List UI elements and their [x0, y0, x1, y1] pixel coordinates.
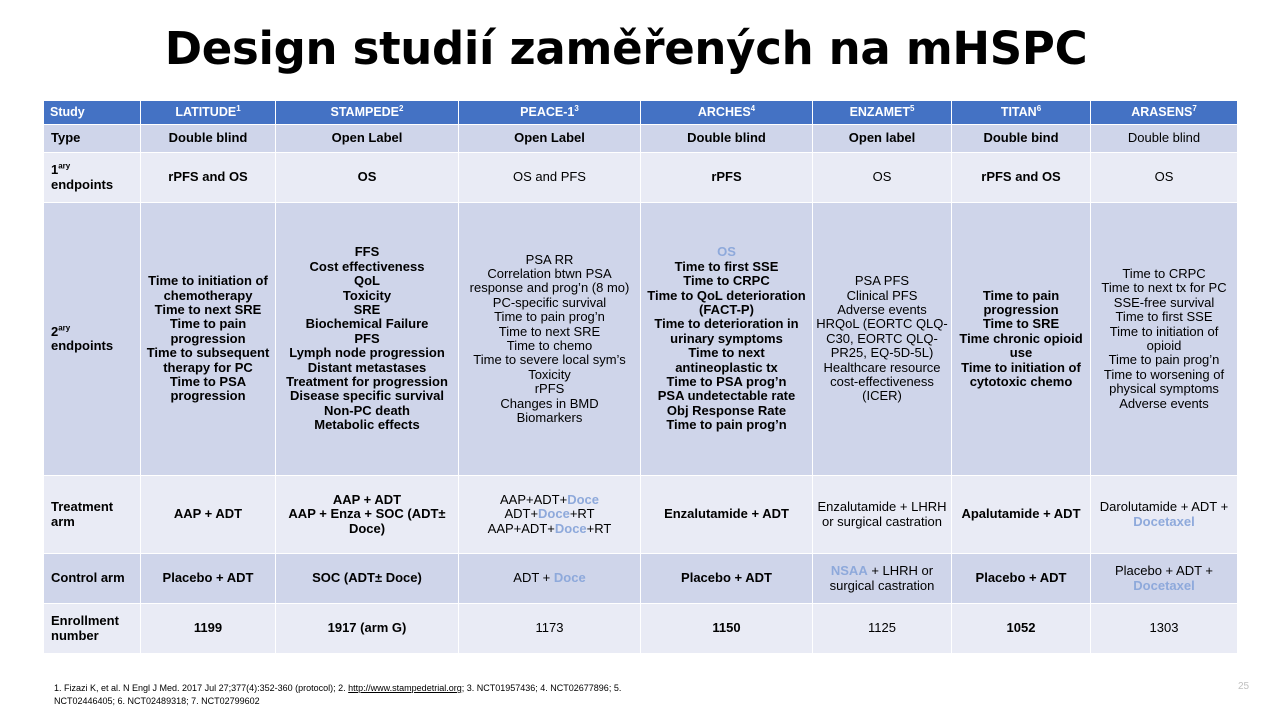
list-item: Non-PC death — [324, 402, 410, 418]
cell-enrollment-arches: 1150 — [641, 604, 813, 654]
cell-enrollment-enzamet: 1125 — [813, 604, 952, 654]
list-item: Time to SRE — [982, 316, 1060, 332]
cell-enrollment-stampede: 1917 (arm G) — [276, 604, 459, 654]
list-item: Adverse events — [837, 301, 927, 317]
cell-enrollment-peace1: 1173 — [459, 604, 641, 654]
list-item: Time to worsening of physical symptoms — [1103, 366, 1225, 397]
list-item: Time to next tx for PC — [1101, 280, 1227, 296]
list-item: Time to pain progression — [169, 316, 247, 346]
list-item: Time chronic opioid use — [959, 330, 1083, 361]
cell-enrollment-arasens: 1303 — [1091, 604, 1238, 654]
list-item: Biochemical Failure — [305, 316, 429, 332]
enrollment-row — [44, 604, 1238, 654]
cell-control-peace1: ADT + Doce — [459, 554, 641, 604]
list-item: Toxicity — [528, 366, 571, 382]
cell-secondary-peace1 — [459, 203, 641, 476]
row-label-secondary: $2^{ary}$ endpoints — [44, 203, 141, 476]
cell-type-arasens: Double blind — [1091, 125, 1238, 153]
list-item: Time to next antineoplastic tx — [675, 345, 778, 375]
list-item: Lymph node progression — [289, 345, 445, 361]
treatment-arm-row — [44, 476, 1238, 554]
list-item: Obj Response Rate — [666, 402, 787, 418]
cell-enrollment-titan: 1052 — [952, 604, 1091, 654]
cell-control-titan: Placebo + ADT — [952, 554, 1091, 604]
list-item: Time to CRPC — [1122, 265, 1206, 281]
list-item: Time to severe local sym’s — [473, 352, 626, 368]
list-item: rPFS — [534, 381, 565, 397]
list-item: Adverse events — [1119, 395, 1209, 411]
list-item: SSE-free survival — [1113, 294, 1215, 310]
cell-type-titan: Double bind — [952, 125, 1091, 153]
header-study: Study — [44, 101, 141, 125]
header-stampede: STAMPEDE$^2$ — [276, 101, 459, 125]
list-item: Time to PSA prog’n — [666, 374, 787, 390]
cell-type-arches: Double blind — [641, 125, 813, 153]
list-item: Time to pain prog’n — [494, 309, 605, 325]
list-item: Biomarkers — [516, 410, 583, 426]
cell-secondary-enzamet — [813, 203, 952, 476]
cell-treatment-enzamet: Enzalutamide + LHRH or surgical castration — [813, 476, 952, 554]
study-design-table — [43, 100, 1238, 654]
cell-treatment-arches: Enzalutamide + ADT — [641, 476, 813, 554]
cell-primary-arches: rPFS — [641, 153, 813, 203]
header-titan: TITAN$^6$ — [952, 101, 1091, 125]
cell-primary-stampede: OS — [276, 153, 459, 203]
cell-control-stampede: SOC (ADT± Doce) — [276, 554, 459, 604]
list-item: PSA RR — [525, 251, 574, 267]
row-label-enrollment: Enrollment number — [44, 604, 141, 654]
cell-type-latitude: Double blind — [141, 125, 276, 153]
cell-treatment-stampede: AAP + ADT AAP + Enza + SOC (ADT± Doce) — [276, 476, 459, 554]
list-item: Disease specific survival — [290, 388, 444, 404]
list-item: Time to subsequent therapy for PC — [146, 345, 270, 375]
list-item: Time to first SSE — [674, 258, 779, 274]
list-item: Cost effectiveness — [309, 258, 425, 274]
list-item: Time to PSA progression — [169, 374, 247, 404]
list-item: PSA PFS — [854, 273, 910, 289]
list-item: Correlation btwn PSA response and prog’n (8 mo) — [469, 265, 630, 296]
slide-title: Design studií zaměřených na mHSPC — [164, 22, 1088, 75]
list-item: Time to deterioration in urinary symptoms — [654, 316, 799, 346]
list-item: Time to next SRE — [154, 301, 262, 317]
primary-endpoints-row — [44, 153, 1238, 203]
cell-type-peace1: Open Label — [459, 125, 641, 153]
control-arm-row — [44, 554, 1238, 604]
list-item: PC-specific survival — [492, 294, 607, 310]
cell-control-arasens: Placebo + ADT + Docetaxel — [1091, 554, 1238, 604]
header-latitude: LATITUDE$^1$ — [141, 101, 276, 125]
type-row — [44, 125, 1238, 153]
list-item: PSA undetectable rate — [657, 388, 796, 404]
row-label-primary: $1^{ary}$ endpoints — [44, 153, 141, 203]
list-item: Toxicity — [342, 287, 392, 303]
header-arasens: ARASENS$^7$ — [1091, 101, 1238, 125]
cell-secondary-titan — [952, 203, 1091, 476]
list-item: Changes in BMD — [500, 395, 599, 411]
list-item: Time to first SSE — [1115, 309, 1213, 325]
cell-treatment-titan: Apalutamide + ADT — [952, 476, 1091, 554]
cell-secondary-arches — [641, 203, 813, 476]
cell-control-arches: Placebo + ADT — [641, 554, 813, 604]
row-label-control: Control arm — [44, 554, 141, 604]
list-item: Time to initiation of opioid — [1109, 323, 1219, 353]
list-item: HRQoL (EORTC QLQ-C30, EORTC QLQ-PR25, EQ-5D-5L) — [816, 316, 948, 361]
cell-control-latitude: Placebo + ADT — [141, 554, 276, 604]
row-label-type: Type — [44, 125, 141, 153]
cell-primary-titan: rPFS and OS — [952, 153, 1091, 203]
cell-primary-enzamet: OS — [813, 153, 952, 203]
list-item: Time to initiation of cytotoxic chemo — [961, 359, 1081, 390]
list-item: Time to pain prog’n — [666, 417, 787, 433]
cell-secondary-stampede — [276, 203, 459, 476]
list-item: Time to next SRE — [498, 323, 601, 339]
list-item: Clinical PFS — [846, 287, 918, 303]
cell-treatment-peace1: AAP+ADT+Doce ADT+Doce+RT AAP+ADT+Doce+RT — [459, 476, 641, 554]
row-label-treatment: Treatment arm — [44, 476, 141, 554]
cell-secondary-latitude — [141, 203, 276, 476]
list-item: Metabolic effects — [314, 417, 420, 433]
list-item: SRE — [353, 301, 381, 317]
page-number: 25 — [1238, 681, 1250, 692]
cell-control-enzamet: NSAA + LHRH or surgical castration — [813, 554, 952, 604]
list-item-os: OS — [717, 244, 736, 260]
cell-secondary-arasens — [1091, 203, 1238, 476]
references-footnote: 1. Fizazi K, et al. N Engl J Med. 2017 Jul 27;377(4):352-360 (protocol); 2. http://www.stampedetrial.org; 3. NCT01957436; 4. NCT02677896; 5. NCT02446405; 6. NCT02489318; 7. NCT02799602 — [54, 683, 622, 706]
stampede-trial-link[interactable]: http://www.stampedetrial.org — [348, 683, 462, 693]
list-item: Time to CRPC — [683, 273, 770, 289]
list-item: QoL — [354, 273, 380, 289]
list-item: PFS — [354, 330, 380, 346]
header-peace1: PEACE-$1^3$ — [459, 101, 641, 125]
header-row — [44, 101, 1238, 125]
cell-treatment-arasens: Darolutamide + ADT + Docetaxel — [1091, 476, 1238, 554]
secondary-endpoints-row — [44, 203, 1238, 476]
list-item: Time to initiation of chemotherapy — [148, 273, 268, 303]
header-arches: ARCHES$^4$ — [641, 101, 813, 125]
list-item: Time to QoL deterioration (FACT-P) — [647, 287, 806, 317]
list-item: FFS — [354, 244, 380, 260]
cell-primary-latitude: rPFS and OS — [141, 153, 276, 203]
cell-type-enzamet: Open label — [813, 125, 952, 153]
cell-type-stampede: Open Label — [276, 125, 459, 153]
header-enzamet: ENZAMET$^5$ — [813, 101, 952, 125]
list-item: Treatment for progression — [286, 374, 448, 390]
list-item: Healthcare resource cost-effectiveness (ICER) — [823, 359, 941, 404]
cell-primary-peace1: OS and PFS — [459, 153, 641, 203]
list-item: Time to pain prog’n — [1108, 352, 1220, 368]
cell-treatment-latitude: AAP + ADT — [141, 476, 276, 554]
cell-enrollment-latitude: 1199 — [141, 604, 276, 654]
list-item: Time to pain progression — [982, 287, 1060, 317]
cell-primary-arasens: OS — [1091, 153, 1238, 203]
list-item: Time to chemo — [506, 338, 593, 353]
list-item: Distant metastases — [307, 359, 427, 375]
